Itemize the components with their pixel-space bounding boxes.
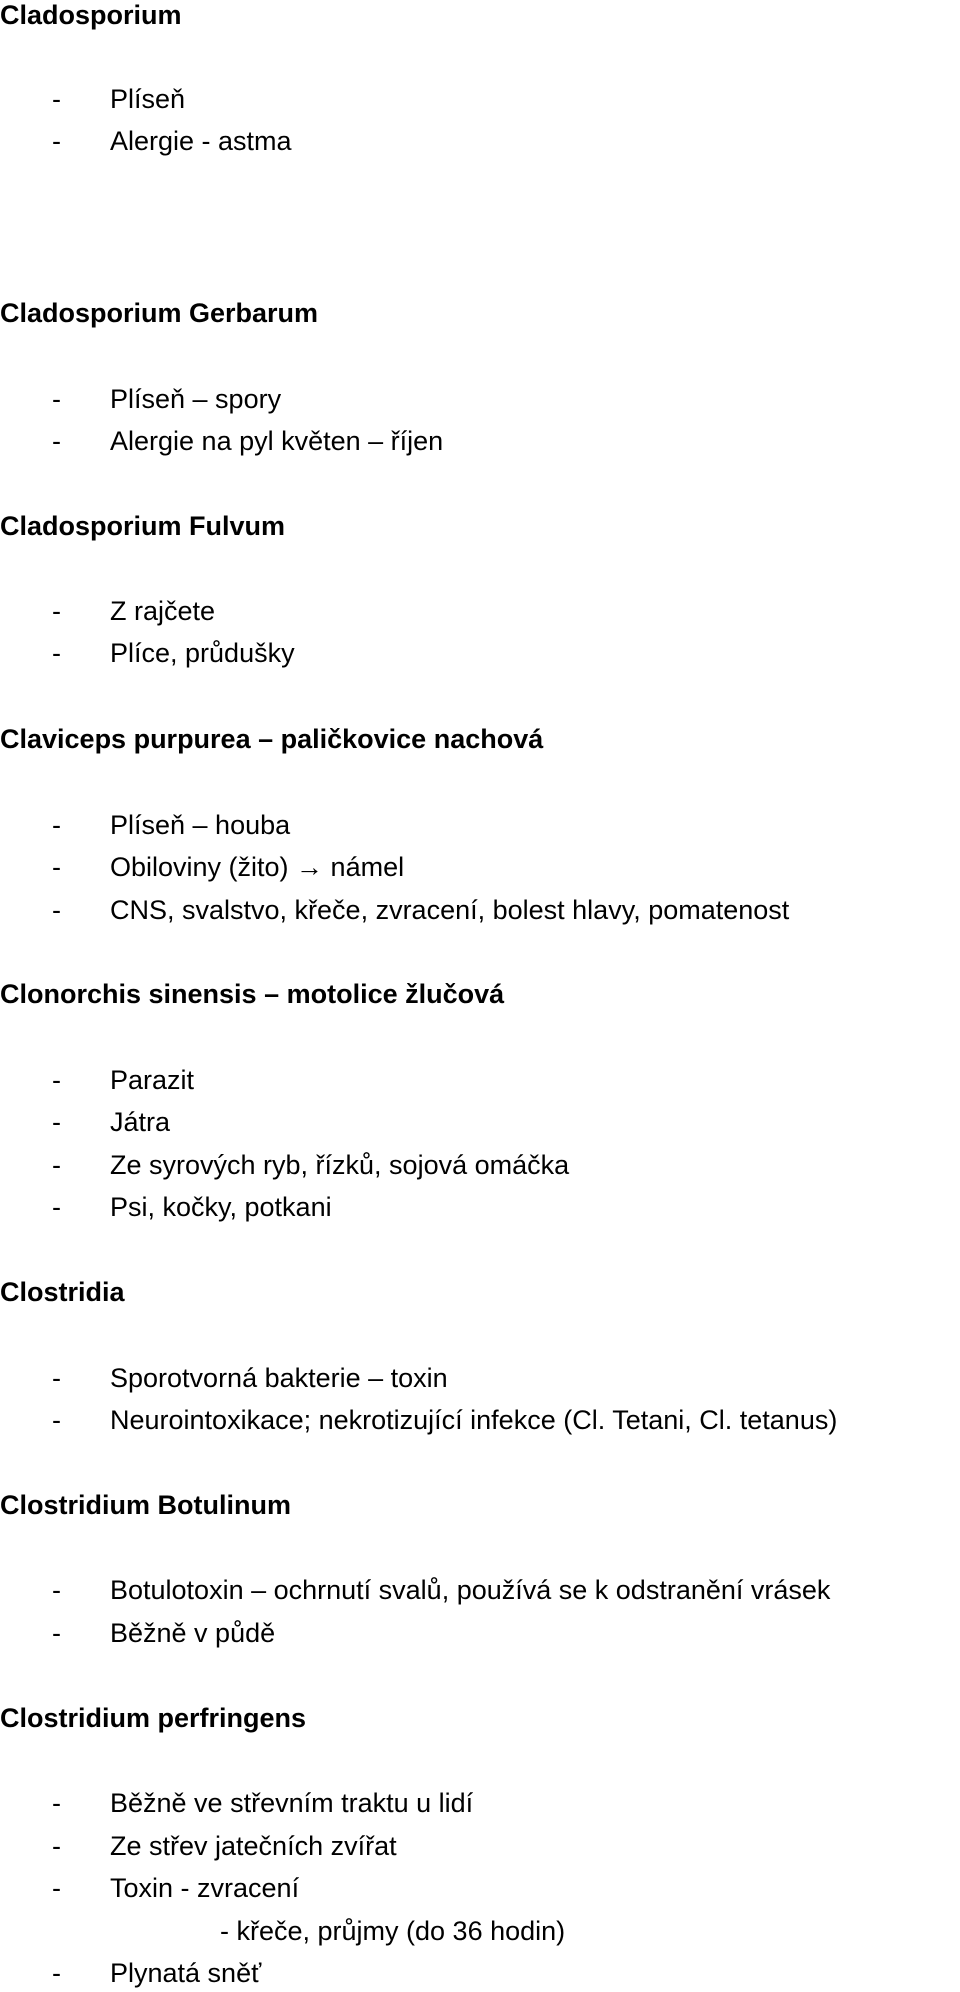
list-item <box>52 1148 569 1182</box>
section-heading-clonorchis-sinensis: Clonorchis sinensis – motolice žlučová <box>0 979 505 1009</box>
list-item-text: Játra <box>110 1107 171 1137</box>
list-item-text: Sporotvorná bakterie – toxin <box>110 1363 448 1393</box>
list-item <box>52 82 185 116</box>
list-item <box>52 893 789 927</box>
list-item-text: Plíseň – houba <box>110 810 291 840</box>
list-item-text: Plíseň <box>110 84 186 114</box>
list-item <box>52 636 295 670</box>
section-heading-clostridium-botulinum: Clostridium Botulinum <box>0 1490 291 1520</box>
list-item <box>52 1361 448 1395</box>
bullet-dash: - <box>52 895 61 925</box>
bullet-dash: - <box>52 1788 61 1818</box>
bullet-dash: - <box>52 1618 61 1648</box>
bullet-dash: - <box>52 1192 61 1222</box>
section-heading-cladosporium-fulvum: Cladosporium Fulvum <box>0 511 286 541</box>
bullet-dash: - <box>52 1405 61 1435</box>
list-item-text: Psi, kočky, potkani <box>110 1192 332 1222</box>
bullet-dash: - <box>52 1575 61 1605</box>
list-subitem: - křeče, průjmy (do 36 hodin) <box>220 1916 566 1946</box>
bullet-dash: - <box>52 1831 61 1861</box>
list-item-text: Z rajčete <box>110 596 216 626</box>
list-item-text: Ze střev jatečních zvířat <box>110 1831 397 1861</box>
list-item-text: Toxin - zvracení <box>110 1873 300 1903</box>
bullet-dash: - <box>52 84 61 114</box>
list-item <box>52 850 404 884</box>
list-item <box>52 1105 170 1139</box>
bullet-dash: - <box>52 384 61 414</box>
list-item <box>52 124 292 158</box>
list-item-text: Ze syrových ryb, řízků, sojová omáčka <box>110 1150 570 1180</box>
list-item <box>52 1063 194 1097</box>
list-item-text: Plíseň – spory <box>110 384 282 414</box>
list-item <box>52 594 215 628</box>
section-heading-claviceps-purpurea: Claviceps purpurea – paličkovice nachová <box>0 724 544 754</box>
bullet-dash: - <box>52 852 61 882</box>
list-item-text: Alergie - astma <box>110 126 292 156</box>
bullet-dash: - <box>52 596 61 626</box>
list-item-text: CNS, svalstvo, křeče, zvracení, bolest hlavy, pomatenost <box>110 895 790 925</box>
list-item <box>52 1786 473 1820</box>
list-item <box>52 1956 261 1990</box>
list-item-text: Alergie na pyl květen – říjen <box>110 426 444 456</box>
list-item <box>52 1871 299 1905</box>
section-heading-cladosporium-gerbarum: Cladosporium Gerbarum <box>0 298 319 328</box>
section-heading-clostridia: Clostridia <box>0 1277 125 1307</box>
bullet-dash: - <box>52 126 61 156</box>
list-item-text: Plíce, průdušky <box>110 638 295 668</box>
list-item-text: Obiloviny (žito) → námel <box>110 852 405 882</box>
bullet-dash: - <box>52 1958 61 1988</box>
bullet-dash: - <box>52 1363 61 1393</box>
list-item <box>52 1573 830 1607</box>
list-item-text: Parazit <box>110 1065 195 1095</box>
list-item <box>52 808 290 842</box>
list-item <box>52 1403 837 1437</box>
list-item <box>52 1829 397 1863</box>
list-item-text: Běžně v půdě <box>110 1618 276 1648</box>
bullet-dash: - <box>52 426 61 456</box>
list-item-text: Neurointoxikace; nekrotizující infekce (Cl. Tetani, Cl. tetanus) <box>110 1405 838 1435</box>
bullet-dash: - <box>52 1150 61 1180</box>
bullet-dash: - <box>52 1873 61 1903</box>
section-heading-clostridium-perfringens: Clostridium perfringens <box>0 1703 307 1733</box>
list-item <box>52 382 281 416</box>
list-item-text: Běžně ve střevním traktu u lidí <box>110 1788 474 1818</box>
bullet-dash: - <box>52 1107 61 1137</box>
list-item-text: Botulotoxin – ochrnutí svalů, používá se k odstranění vrásek <box>110 1575 831 1605</box>
bullet-dash: - <box>52 638 61 668</box>
list-item <box>52 1616 275 1650</box>
list-item <box>52 424 443 458</box>
bullet-dash: - <box>52 810 61 840</box>
section-heading-cladosporium: Cladosporium <box>0 0 182 30</box>
list-item-text: Plynatá sněť <box>110 1958 262 1988</box>
bullet-dash: - <box>52 1065 61 1095</box>
list-item <box>52 1190 332 1224</box>
